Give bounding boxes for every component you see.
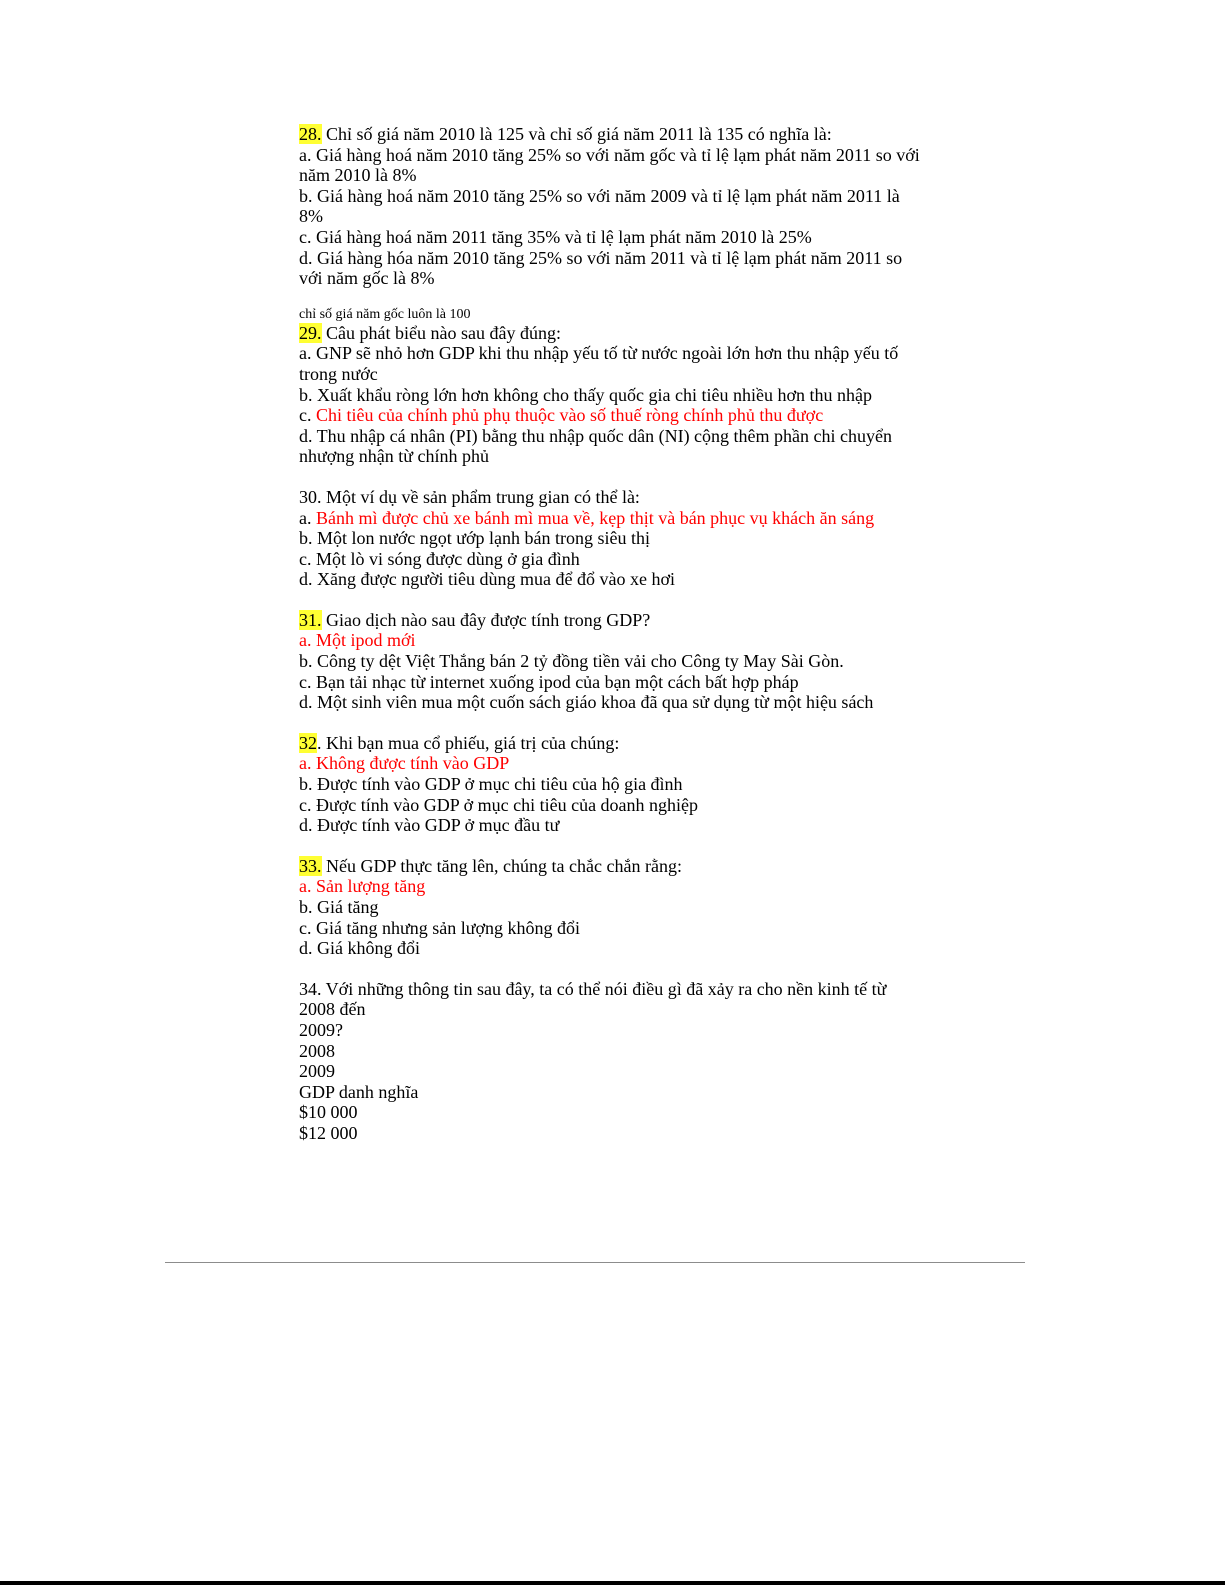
option-d: d. Xăng được người tiêu dùng mua để đổ vào xe hơi xyxy=(299,569,675,590)
question-text: . Khi bạn mua cổ phiếu, giá trị của chúng: xyxy=(317,732,620,753)
option-c: c. Bạn tải nhạc từ internet xuống ipod của bạn một cách bất hợp pháp xyxy=(299,671,799,692)
option-a-continued: trong nước xyxy=(299,363,378,384)
explanatory-note: chỉ số giá năm gốc luôn là 100 xyxy=(299,306,471,322)
option-b: b. Giá tăng xyxy=(299,897,379,917)
question-text: Giao dịch nào sau đây được tính trong GDP? xyxy=(321,609,651,630)
page-bottom-edge xyxy=(0,1581,1225,1585)
option-prefix: c. xyxy=(299,405,316,426)
question-stem-continued: 2008 đến xyxy=(299,999,366,1020)
row-label: GDP danh nghĩa xyxy=(299,1081,419,1102)
option-d: d. Thu nhập cá nhân (PI) bằng thu nhập quốc dân (NI) cộng thêm phần chi chuyển xyxy=(299,425,892,446)
question-number-highlight: 28. xyxy=(299,124,322,144)
year-2008: 2008 xyxy=(299,1040,335,1061)
option-a-correct: a. Sản lượng tăng xyxy=(299,876,426,897)
question-28 xyxy=(299,124,939,289)
question-text: Chỉ số giá năm 2010 là 125 và chỉ số giá năm 2011 là 135 có nghĩa là: xyxy=(321,124,832,144)
question-text: Nếu GDP thực tăng lên, chúng ta chắc chắn rằng: xyxy=(321,855,682,876)
question-30 xyxy=(299,487,939,590)
option-a xyxy=(299,508,939,529)
option-c xyxy=(299,405,939,426)
option-c: c. Giá tăng nhưng sản lượng không đổi xyxy=(299,917,580,938)
option-a: a. Giá hàng hoá năm 2010 tăng 25% so với năm gốc và tỉ lệ lạm phát năm 2011 so với xyxy=(299,144,920,165)
question-stem xyxy=(299,610,939,631)
option-d: d. Giá không đổi xyxy=(299,938,420,959)
question-33 xyxy=(299,856,939,959)
option-c: c. Một lò vi sóng được dùng ở gia đình xyxy=(299,548,580,569)
option-d: d. Một sinh viên mua một cuốn sách giáo khoa đã qua sử dụng từ một hiệu sách xyxy=(299,692,874,713)
option-a-correct: a. Một ipod mới xyxy=(299,630,416,651)
option-b: b. Giá hàng hoá năm 2010 tăng 25% so với năm 2009 và tỉ lệ lạm phát năm 2011 là xyxy=(299,185,900,206)
question-34 xyxy=(299,979,939,1144)
question-stem-continued: 2009? xyxy=(299,1019,343,1040)
option-prefix: a. xyxy=(299,507,316,528)
option-b: b. Được tính vào GDP ở mục chi tiêu của hộ gia đình xyxy=(299,774,683,795)
question-stem xyxy=(299,856,939,877)
correct-answer-text: Chi tiêu của chính phủ phụ thuộc vào số thuế ròng chính phủ thu được xyxy=(316,405,824,426)
correct-answer-text: Bánh mì được chủ xe bánh mì mua về, kẹp thịt và bán phục vụ khách ăn sáng xyxy=(316,507,875,528)
question-32 xyxy=(299,733,939,836)
question-31 xyxy=(299,610,939,713)
option-d: d. Được tính vào GDP ở mục đầu tư xyxy=(299,815,560,836)
option-a: a. GNP sẽ nhỏ hơn GDP khi thu nhập yếu tố từ nước ngoài lớn hơn thu nhập yếu tố xyxy=(299,343,899,364)
option-b: b. Xuất khẩu ròng lớn hơn không cho thấy quốc gia chi tiêu nhiều hơn thu nhập xyxy=(299,384,872,405)
question-stem xyxy=(299,323,939,344)
option-b-continued: 8% xyxy=(299,206,323,227)
option-a-correct: a. Không được tính vào GDP xyxy=(299,753,510,774)
question-29 xyxy=(299,323,939,467)
year-2009: 2009 xyxy=(299,1061,335,1082)
option-c: c. Được tính vào GDP ở mục chi tiêu của doanh nghiệp xyxy=(299,794,699,815)
option-d-continued: nhượng nhận từ chính phủ xyxy=(299,446,490,467)
option-c: c. Giá hàng hoá năm 2011 tăng 35% và tỉ lệ lạm phát năm 2010 là 25% xyxy=(299,226,812,247)
option-d: d. Giá hàng hóa năm 2010 tăng 25% so với năm 2011 và tỉ lệ lạm phát năm 2011 so xyxy=(299,247,903,268)
option-b: b. Công ty dệt Việt Thắng bán 2 tỷ đồng tiền vải cho Công ty May Sài Gòn. xyxy=(299,651,844,672)
question-stem xyxy=(299,733,939,754)
question-number-highlight: 29. xyxy=(299,322,322,343)
option-d-continued: với năm gốc là 8% xyxy=(299,268,435,289)
question-number-highlight: 33. xyxy=(299,855,322,876)
question-text: Câu phát biểu nào sau đây đúng: xyxy=(321,322,561,343)
option-a-continued: năm 2010 là 8% xyxy=(299,165,417,186)
question-stem xyxy=(299,124,939,145)
question-stem: 30. Một ví dụ về sản phẩm trung gian có thể là: xyxy=(299,486,640,507)
value-2008: $10 000 xyxy=(299,1102,358,1123)
question-number-highlight: 32 xyxy=(299,732,317,753)
option-b: b. Một lon nước ngọt ướp lạnh bán trong siêu thị xyxy=(299,528,651,549)
question-stem: 34. Với những thông tin sau đây, ta có thể nói điều gì đã xảy ra cho nền kinh tế từ xyxy=(299,978,887,999)
page-divider xyxy=(165,1262,1025,1263)
question-number-highlight: 31. xyxy=(299,609,322,630)
document-content xyxy=(299,124,939,1144)
value-2009: $12 000 xyxy=(299,1122,358,1143)
